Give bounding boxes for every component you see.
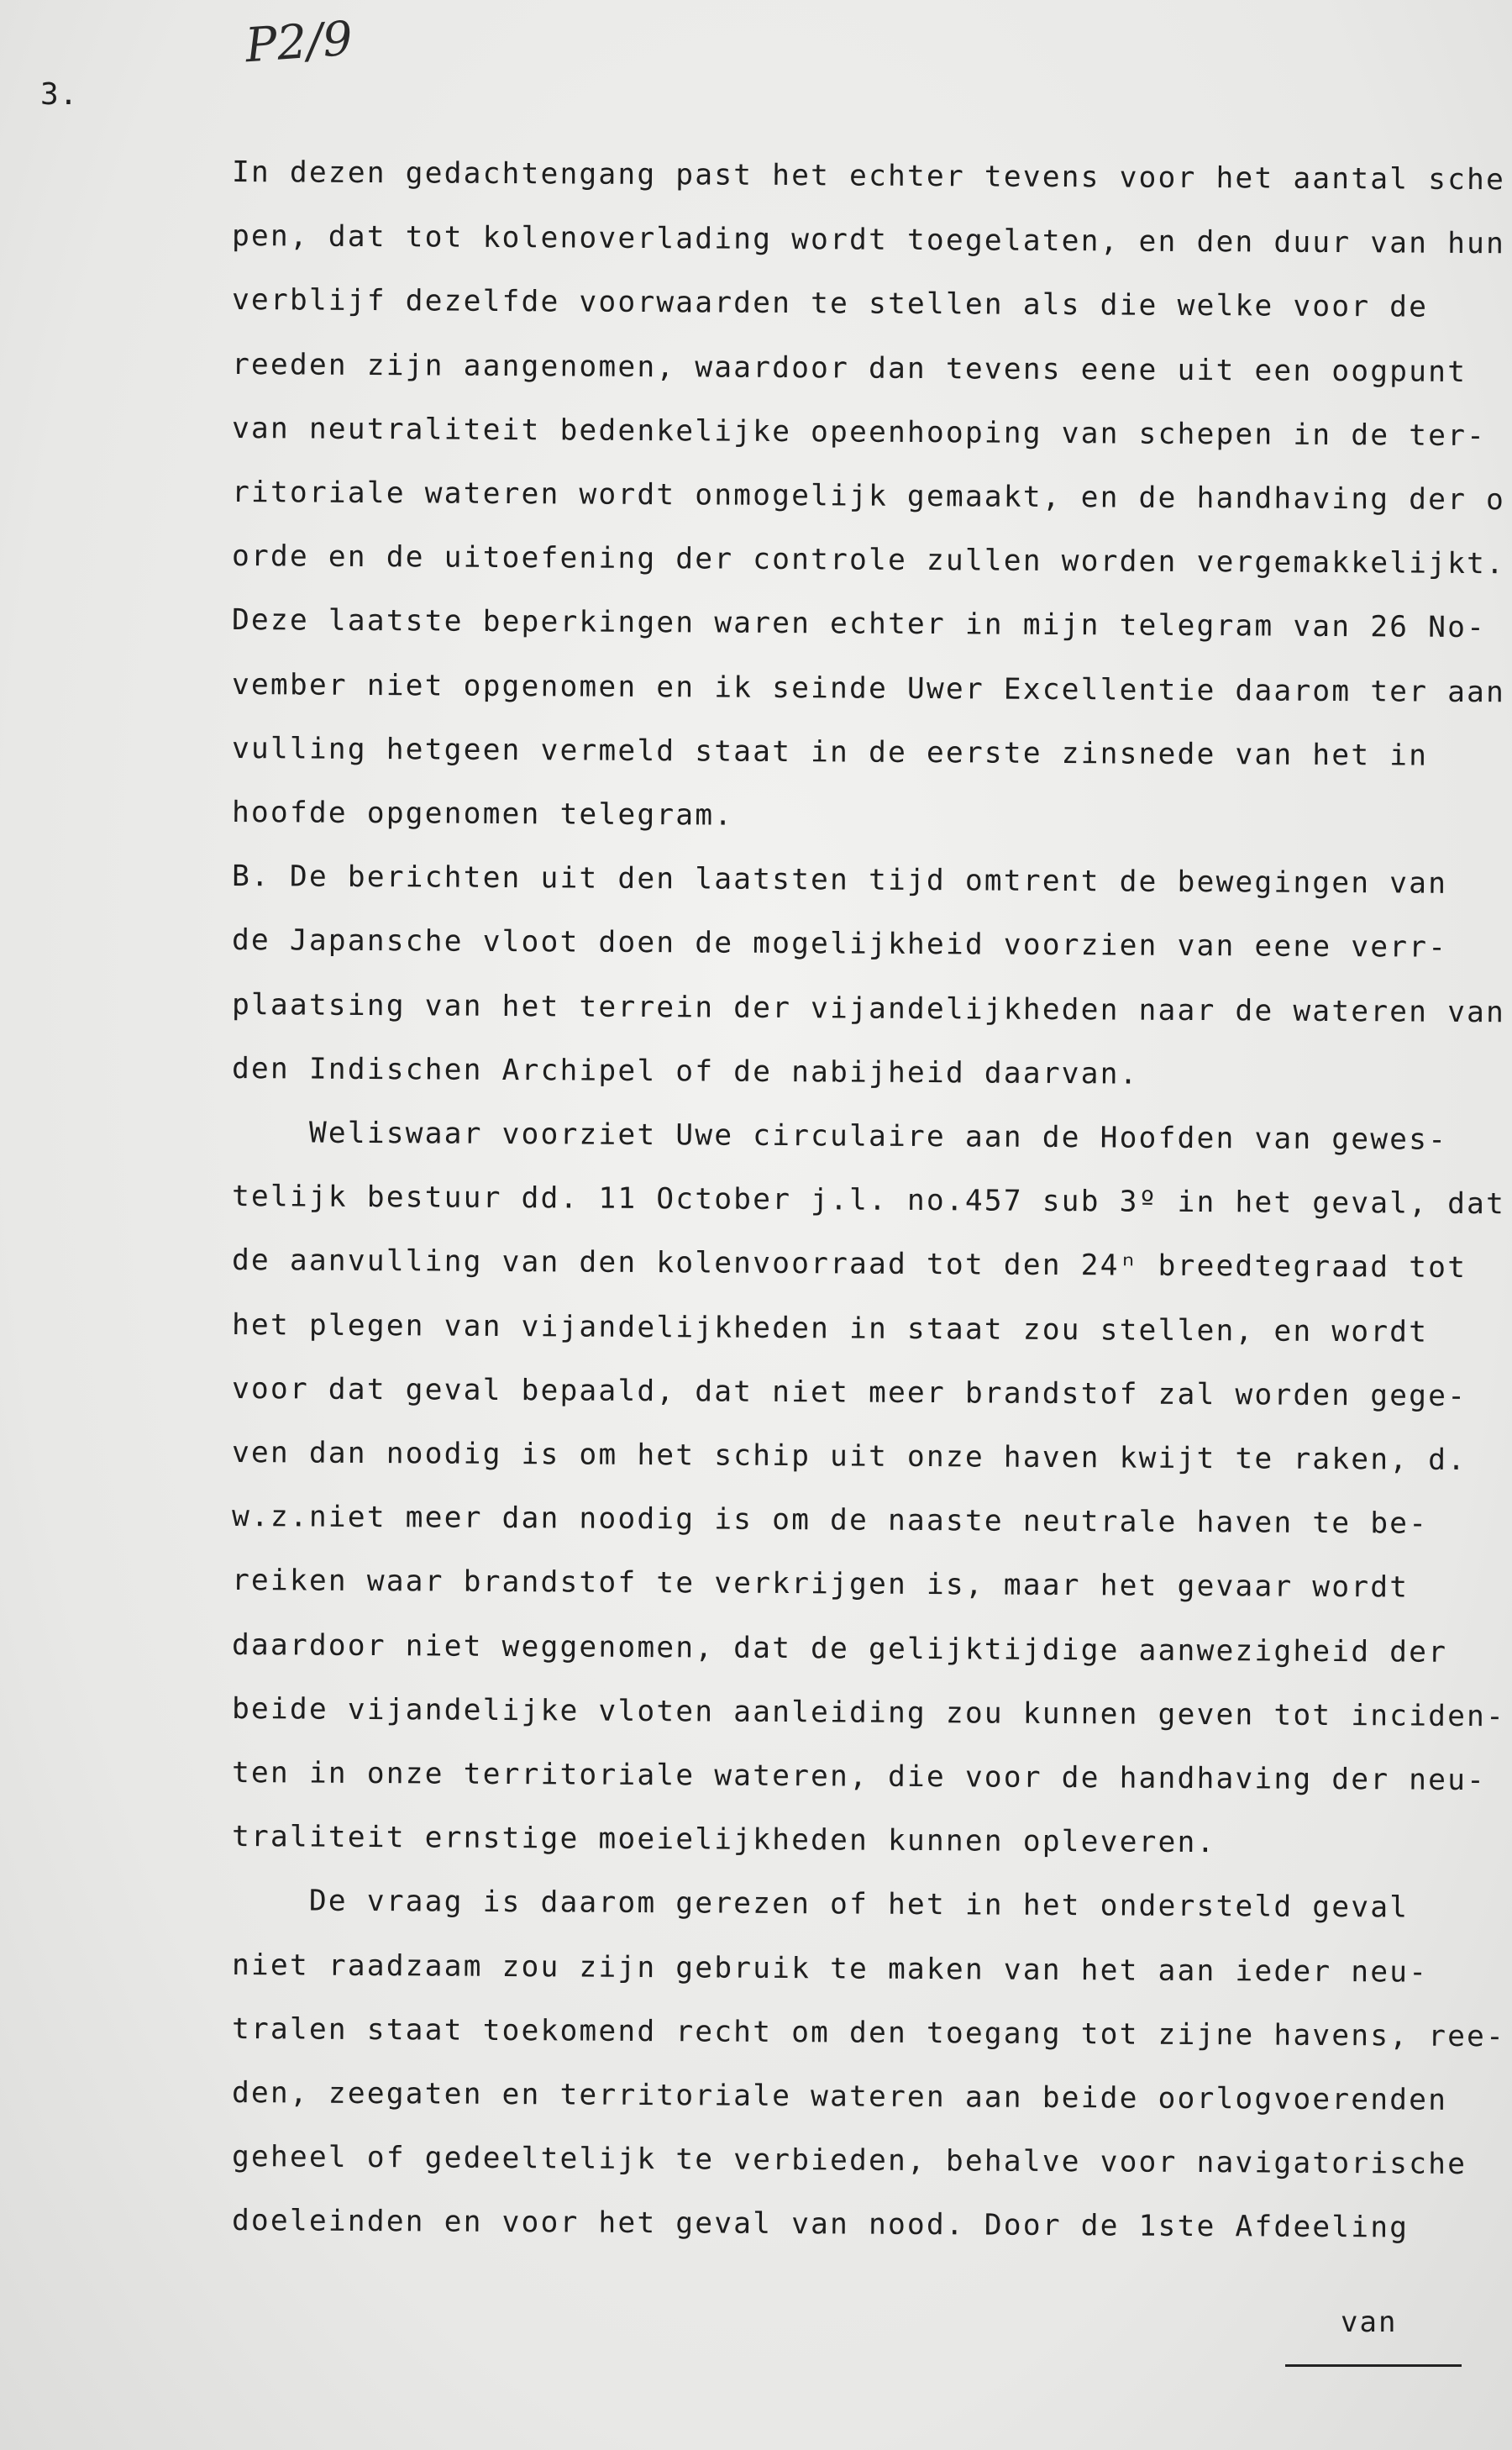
page-number: 3. (40, 77, 79, 112)
text-line: van neutraliteit bedenkelijke opeenhooping van schepen in de ter- (231, 411, 1487, 453)
catchword-rule (1285, 2364, 1462, 2367)
text-line: ven dan noodig is om het schip uit onze haven kwijt te raken, d. (231, 1436, 1467, 1477)
text-line: voor dat geval bepaald, dat niet meer brandstof zal worden gege- (231, 1371, 1467, 1413)
text-line: ritoriale wateren wordt onmogelijk gemaakt, en de handhaving der o (231, 476, 1506, 518)
text-line: traliteit ernstige moeielijkheden kunnen opleveren. (231, 1820, 1216, 1860)
text-line: plaatsing van het terrein der vijandelijkheden naar de wateren van (231, 987, 1506, 1029)
text-line: beide vijandelijke vloten aanleiding zou kunnen geven tot inciden- (231, 1691, 1506, 1734)
text-line: de aanvulling van den kolenvoorraad tot den 24ⁿ breedtegraad tot (231, 1243, 1467, 1285)
text-line: vulling hetgeen vermeld staat in de eerste zinsnede van het in (231, 731, 1429, 773)
text-line: pen, dat tot kolenoverlading wordt toegelaten, en den duur van hun (231, 219, 1506, 261)
text-line: daardoor niet weggenomen, dat de gelijktijdige aanwezigheid der (231, 1627, 1448, 1669)
text-line: Deze laatste beperkingen waren echter in mijn telegram van 26 No- (231, 603, 1487, 645)
archive-mark: P2/9 (243, 11, 354, 74)
text-line: reiken waar brandstof te verkrijgen is, maar het gevaar wordt (231, 1564, 1410, 1605)
text-line: hoofde opgenomen telegram. (231, 796, 734, 833)
text-line: B. De berichten uit den laatsten tijd omtrent de bewegingen van (231, 860, 1448, 902)
text-line: de Japansche vloot doen de mogelijkheid voorzien van eene verr- (231, 923, 1448, 965)
text-line: niet raadzaam zou zijn gebruik te maken van het aan ieder neu- (231, 1948, 1429, 1990)
text-line: ten in onze territoriale wateren, die voor de handhaving der neu- (231, 1756, 1487, 1798)
text-line: den, zeegaten en territoriale wateren aan beide oorlogvoerenden (231, 2076, 1448, 2117)
text-line: verblijf dezelfde voorwaarden te stellen als die welke voor de (231, 283, 1429, 325)
catchword: van (1341, 2305, 1398, 2339)
text-line: doeleinden en voor het geval van nood. Door de 1ste Afdeeling (231, 2204, 1410, 2245)
text-line: tralen staat toekomend recht om den toegang tot zijne havens, ree- (231, 2011, 1506, 2054)
text-line: orde en de uitoefening der controle zullen worden vergemakkelijkt. (231, 539, 1506, 581)
text-line: vember niet opgenomen en ik seinde Uwer Excellentie daarom ter aan (231, 667, 1506, 709)
text-line: w.z.niet meer dan noodig is om de naaste neutrale haven te be- (231, 1500, 1429, 1541)
text-line: In dezen gedachtengang past het echter tevens voor het aantal sche (231, 155, 1506, 197)
text-line: het plegen van vijandelijkheden in staat zou stellen, en wordt (231, 1307, 1429, 1349)
text-line: Weliswaar voorziet Uwe circulaire aan de Hoofden van gewes- (231, 1116, 1448, 1157)
text-line: reeden zijn aangenomen, waardoor dan tevens eene uit een oogpunt (231, 347, 1467, 389)
text-line: den Indischen Archipel of de nabijheid daarvan. (231, 1051, 1139, 1091)
text-line: De vraag is daarom gerezen of het in het ondersteld geval (231, 1884, 1410, 1925)
text-line: telijk bestuur dd. 11 October j.l. no.457 sub 3º in het geval, dat (231, 1180, 1506, 1222)
text-line: geheel of gedeeltelijk te verbieden, behalve voor navigatorische (231, 2140, 1467, 2182)
